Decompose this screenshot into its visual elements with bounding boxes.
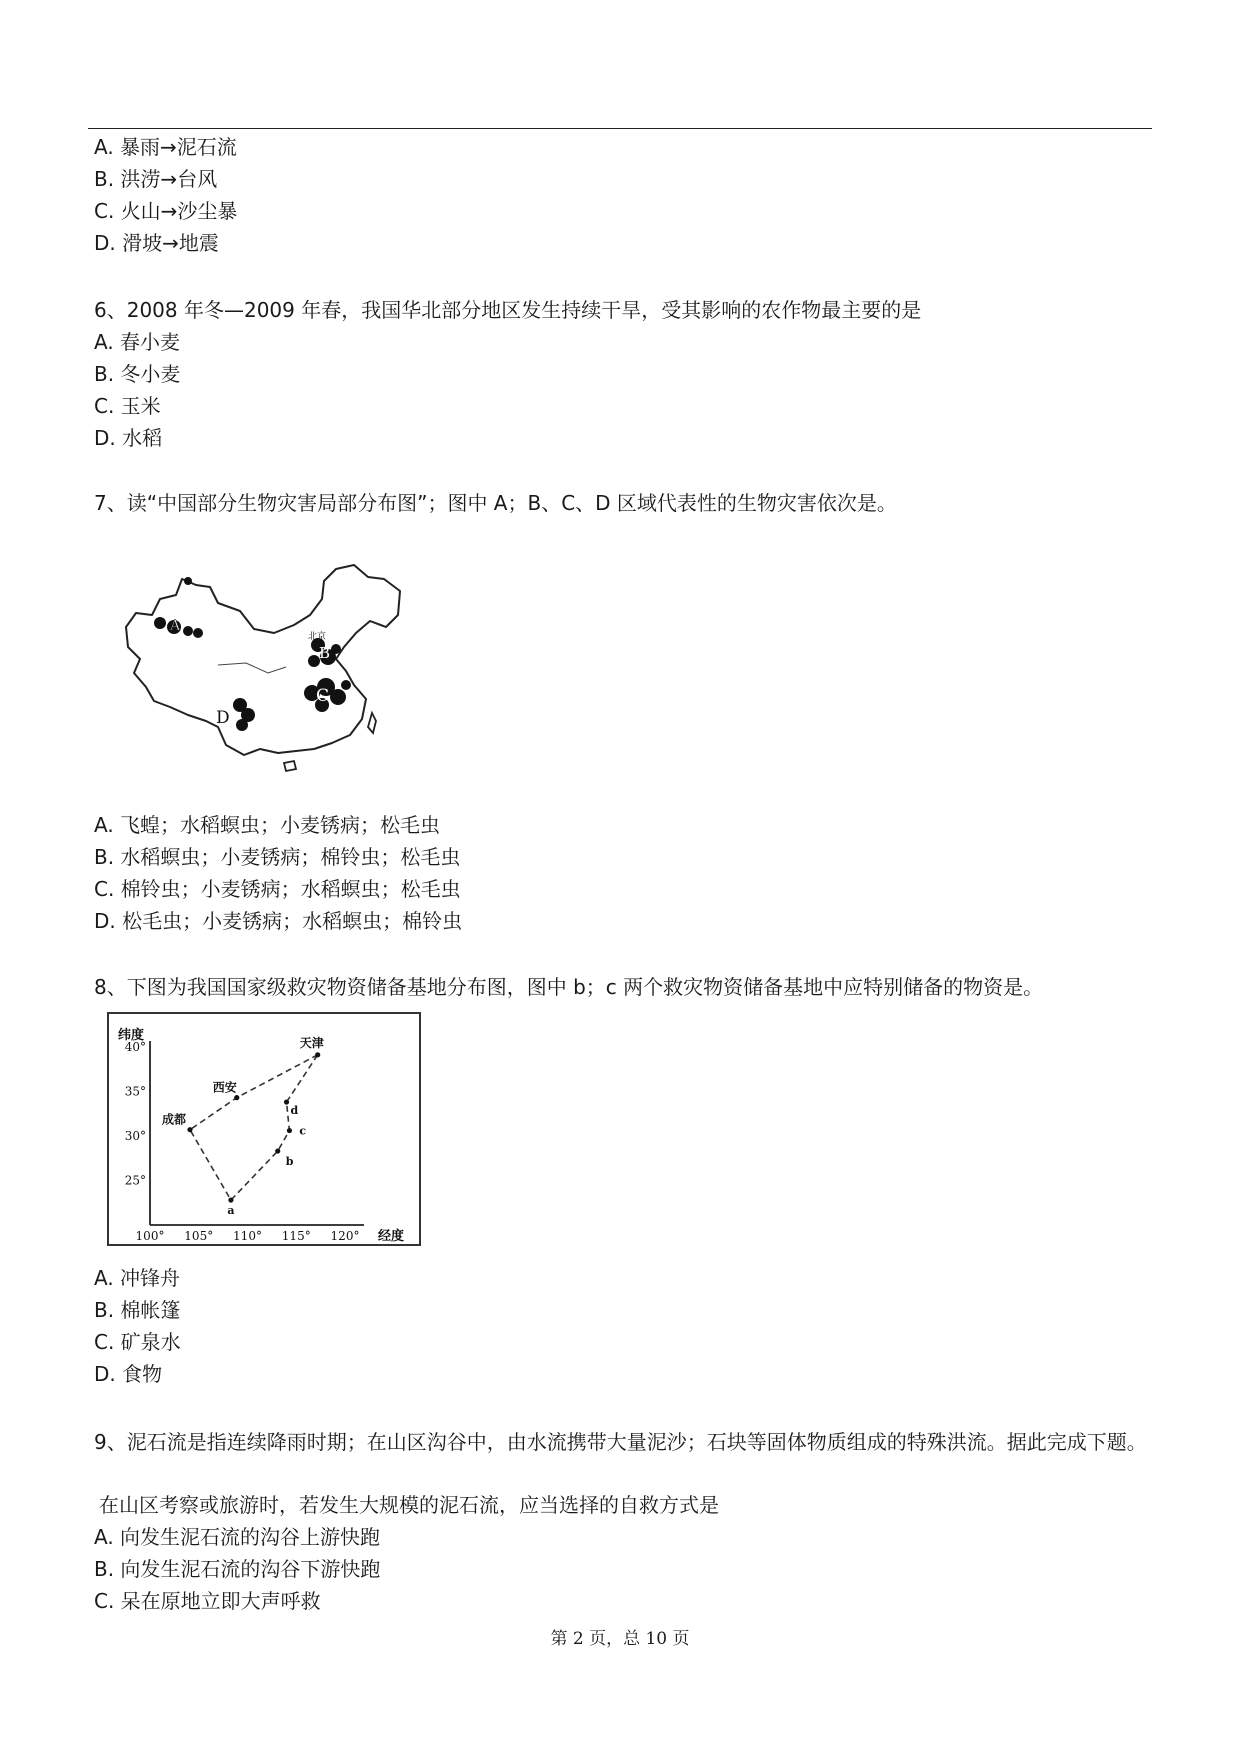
x-tick-label: 110° <box>233 1229 262 1243</box>
point-label: c <box>299 1124 307 1138</box>
point-label: 成都 <box>161 1112 186 1127</box>
q6-option-b: B. 冬小麦 <box>94 362 181 386</box>
q6-option-d: D. 水稻 <box>94 426 163 450</box>
x-tick-label: 100° <box>135 1229 165 1243</box>
china-outline <box>126 565 400 755</box>
q6-stem: 6、2008 年冬—2009 年春，我国华北部分地区发生持续干旱，受其影响的农作物最主要的是 <box>94 298 922 322</box>
map-label-d: D <box>216 708 230 728</box>
map-label-a: A <box>170 618 181 634</box>
map-label-b: B <box>319 644 331 662</box>
q6-option-a: A. 春小麦 <box>94 330 181 354</box>
q8-stem: 8、下图为我国国家级救灾物资储备基地分布图，图中 b；c 两个救灾物资储备基地中应特别储备的物资是。 <box>94 975 1044 999</box>
q5-option-d: D. 滑坡→地震 <box>94 231 219 255</box>
point-label: b <box>285 1155 294 1169</box>
point-city-0 <box>315 1052 320 1057</box>
relief-base-chart <box>106 1011 422 1247</box>
page-footer: 第 2 页，总 10 页 <box>550 1629 690 1649</box>
y-tick-label: 25° <box>124 1173 146 1188</box>
point-label: d <box>290 1104 299 1118</box>
point-label: 天津 <box>299 1035 324 1050</box>
q9-option-a: A. 向发生泥石流的沟谷上游快跑 <box>94 1525 381 1549</box>
point-c <box>287 1128 292 1133</box>
x-tick-label: 120° <box>330 1229 360 1243</box>
q7-option-d: D. 松毛虫；小麦锈病；水稻螟虫；棉铃虫 <box>94 909 463 933</box>
q6-option-c: C. 玉米 <box>94 394 161 418</box>
q9-option-b: B. 向发生泥石流的沟谷下游快跑 <box>94 1557 381 1581</box>
taiwan-outline <box>368 713 376 733</box>
q5-option-a: A. 暴雨→泥石流 <box>94 135 237 159</box>
hainan-outline <box>284 761 296 771</box>
q8-option-b: B. 棉帐篷 <box>94 1298 181 1322</box>
q8-option-d: D. 食物 <box>94 1362 163 1386</box>
q7-stem: 7、读“中国部分生物灾害局部分布图”；图中 A；B、C、D 区域代表性的生物灾害依次是。 <box>94 491 897 515</box>
q8-option-c: C. 矿泉水 <box>94 1330 181 1354</box>
point-city-2 <box>187 1127 192 1132</box>
y-tick-label: 30° <box>124 1128 146 1143</box>
q7-option-c: C. 棉铃虫；小麦锈病；水稻螟虫；松毛虫 <box>94 877 461 901</box>
y-tick-label: 40° <box>124 1039 146 1054</box>
q7-option-b: B. 水稻螟虫；小麦锈病；棉铃虫；松毛虫 <box>94 845 461 869</box>
internal-boundary <box>218 663 286 673</box>
x-tick-label: 115° <box>281 1229 311 1243</box>
y-tick-label: 35° <box>124 1084 146 1099</box>
x-tick-label: 105° <box>184 1229 214 1243</box>
q9-option-c: C. 呆在原地立即大声呼救 <box>94 1589 321 1613</box>
map-label-beijing: 北京 <box>308 632 327 642</box>
point-d <box>284 1099 289 1104</box>
q8-option-a: A. 冲锋舟 <box>94 1266 181 1290</box>
china-biological-disaster-map <box>118 555 408 775</box>
q5-option-c: C. 火山→沙尘暴 <box>94 199 238 223</box>
point-b <box>275 1148 280 1153</box>
chart-frame <box>108 1013 420 1245</box>
y-axis-label: 纬度 <box>118 1028 145 1043</box>
q5-option-b: B. 洪涝→台风 <box>94 167 218 191</box>
point-a <box>228 1197 233 1202</box>
header-rule <box>88 128 1152 129</box>
region-d-marks <box>233 698 255 731</box>
map-label-c: C <box>316 686 330 706</box>
q9-stem: 9、泥石流是指连续降雨时期；在山区沟谷中，由水流携带大量泥沙；石块等固体物质组成的特殊洪流。据此完成下题。 <box>94 1430 1147 1454</box>
point-city-1 <box>234 1095 239 1100</box>
x-axis-label: 经度 <box>378 1229 405 1244</box>
q9-sub-question: 在山区考察或旅游时，若发生大规模的泥石流，应当选择的自救方式是 <box>99 1493 719 1517</box>
q7-option-a: A. 飞蝗；水稻螟虫；小麦锈病；松毛虫 <box>94 813 441 837</box>
point-label: 西安 <box>212 1080 237 1095</box>
point-label: a <box>227 1204 235 1218</box>
